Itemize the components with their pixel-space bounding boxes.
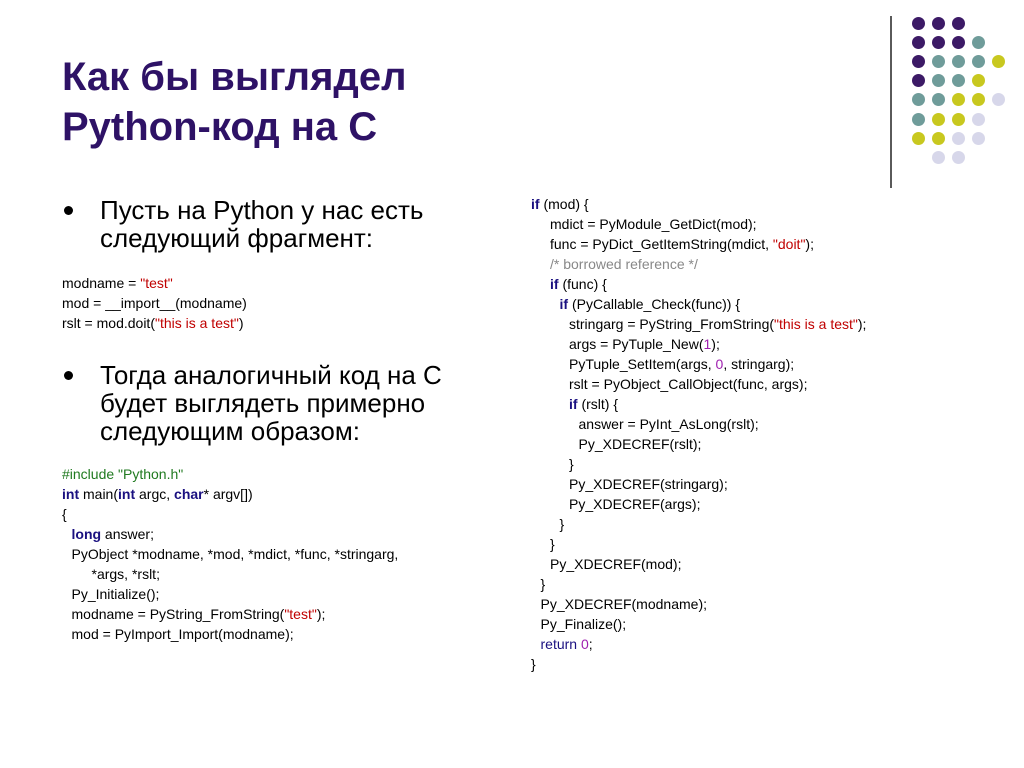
code-token-kw2: return	[540, 636, 578, 652]
c-code-right-line	[531, 614, 866, 634]
code-token: );	[805, 236, 814, 252]
dot-teal-icon	[932, 55, 945, 68]
code-token-str: "doit"	[772, 236, 806, 252]
code-token: PyObject *modname, *mod, *mdict, *func, *stringarg,	[71, 546, 399, 562]
c-code-right-line	[531, 374, 866, 394]
c-code-right-line	[531, 534, 866, 554]
code-token: args = PyTuple_New(	[569, 336, 704, 352]
code-token: answer = PyInt_AsLong(rslt);	[578, 416, 759, 432]
code-token: }	[559, 516, 565, 532]
c-code-right-line	[531, 394, 866, 414]
c-code-block-right	[531, 194, 866, 674]
python-code-line	[62, 273, 247, 293]
code-token-str: "test"	[140, 275, 173, 291]
dot-lavender-icon	[972, 132, 985, 145]
dot-purple-icon	[912, 36, 925, 49]
c-code-right-line	[531, 554, 866, 574]
dot-olive-icon	[932, 113, 945, 126]
python-code-block	[62, 273, 247, 333]
slide-title	[62, 52, 406, 152]
code-token: * argv[])	[203, 486, 253, 502]
code-token-kw: if	[569, 396, 578, 412]
dot-olive-icon	[972, 93, 985, 106]
bullet-text-2	[100, 361, 480, 445]
dot-purple-icon	[952, 36, 965, 49]
code-token: stringarg = PyString_FromString(	[569, 316, 775, 332]
c-code-right-line	[531, 574, 866, 594]
dot-lavender-icon	[992, 93, 1005, 106]
c-code-left-line	[62, 564, 398, 584]
code-token: }	[531, 656, 536, 672]
dot-teal-icon	[912, 93, 925, 106]
c-code-right-line	[531, 474, 866, 494]
code-token: modname = PyString_FromString(	[71, 606, 285, 622]
code-token: );	[316, 606, 326, 622]
c-code-right-line	[531, 594, 866, 614]
code-token-kw: if	[550, 276, 559, 292]
dot-teal-icon	[952, 74, 965, 87]
c-code-right-line	[531, 354, 866, 374]
dot-olive-icon	[912, 132, 925, 145]
dot-purple-icon	[912, 17, 925, 30]
code-token: Py_XDECREF(modname);	[540, 596, 707, 612]
dot-teal-icon	[932, 93, 945, 106]
dot-teal-icon	[952, 55, 965, 68]
dot-teal-icon	[972, 36, 985, 49]
code-token-cmt: /* borrowed reference */	[550, 256, 698, 272]
c-code-right-line	[531, 314, 866, 334]
c-code-right-line	[531, 254, 866, 274]
c-code-left-line	[62, 484, 398, 504]
dot-olive-icon	[972, 74, 985, 87]
dot-lavender-icon	[952, 151, 965, 164]
code-token: argc,	[135, 486, 175, 502]
dot-purple-icon	[952, 17, 965, 30]
code-token: {	[62, 506, 67, 522]
dot-purple-icon	[912, 74, 925, 87]
c-code-right-line	[531, 654, 866, 674]
code-token: );	[857, 316, 867, 332]
code-token-kw: if	[559, 296, 569, 312]
c-code-right-line	[531, 454, 866, 474]
code-token: (func) {	[558, 276, 607, 292]
c-code-left-line	[62, 524, 398, 544]
dot-purple-icon	[912, 55, 925, 68]
code-token: }	[569, 456, 574, 472]
code-token: main(	[79, 486, 119, 502]
dot-olive-icon	[992, 55, 1005, 68]
code-token: modname =	[62, 275, 141, 291]
bullet-2-line-1: Тогда аналогичный код на C	[100, 360, 442, 390]
c-code-block-left	[62, 464, 398, 644]
c-code-right-line	[531, 494, 866, 514]
c-code-left-line	[62, 624, 398, 644]
code-token: mod = __import__(modname)	[62, 295, 247, 311]
code-token: rslt = PyObject_CallObject(func, args);	[569, 376, 808, 392]
bullet-dot-icon	[64, 371, 73, 380]
c-code-right-line	[531, 294, 866, 314]
c-code-right-line	[531, 274, 866, 294]
code-token-str: "this is a test"	[154, 315, 239, 331]
dot-purple-icon	[932, 17, 945, 30]
bullet-item-1	[64, 196, 464, 256]
dot-purple-icon	[932, 36, 945, 49]
dot-olive-icon	[952, 113, 965, 126]
slide-title-line-2: Python-код на C	[62, 105, 378, 149]
code-token-str: "test"	[284, 606, 317, 622]
python-code-line	[62, 313, 247, 333]
code-token-kw: long	[71, 526, 102, 542]
bullet-2-line-2: будет выглядеть примерно	[100, 388, 426, 418]
c-code-right-line	[531, 514, 866, 534]
code-token: Py_XDECREF(args);	[569, 496, 701, 512]
code-token: Py_XDECREF(mod);	[550, 556, 682, 572]
bullet-text-1	[100, 196, 480, 252]
c-code-right-line	[531, 434, 866, 454]
code-token-num: 1	[703, 336, 712, 352]
c-code-right-line	[531, 334, 866, 354]
code-token: }	[540, 576, 546, 592]
c-code-left-line	[62, 544, 398, 564]
dot-lavender-icon	[972, 113, 985, 126]
dot-teal-icon	[912, 113, 925, 126]
code-token: PyTuple_SetItem(args,	[569, 356, 716, 372]
code-token-kw: if	[531, 196, 540, 212]
code-token-kw: char	[174, 486, 204, 502]
code-token: );	[711, 336, 720, 352]
code-token-str: "this is a test"	[774, 316, 858, 332]
c-code-left-line	[62, 464, 398, 484]
dot-olive-icon	[952, 93, 965, 106]
vertical-divider	[890, 16, 892, 188]
code-token: Py_Initialize();	[71, 586, 160, 602]
code-token-kw: int	[62, 486, 80, 502]
code-token: *args, *rslt;	[91, 566, 160, 582]
dot-olive-icon	[932, 132, 945, 145]
c-code-right-line	[531, 214, 866, 234]
c-code-right-line	[531, 234, 866, 254]
c-code-left-line	[62, 504, 398, 524]
code-token: mod = PyImport_Import(modname);	[71, 626, 294, 642]
code-token: func = PyDict_GetItemString(mdict,	[550, 236, 773, 252]
c-code-left-line	[62, 604, 398, 624]
dot-lavender-icon	[952, 132, 965, 145]
code-token-num: 0	[715, 356, 724, 372]
code-token: , stringarg);	[723, 356, 795, 372]
code-token: Py_XDECREF(rslt);	[578, 436, 702, 452]
dot-teal-icon	[972, 55, 985, 68]
code-token-kw: int	[118, 486, 136, 502]
c-code-left-line	[62, 584, 398, 604]
code-token: (rslt) {	[577, 396, 619, 412]
code-token-num: 0	[580, 636, 589, 652]
code-token: Py_Finalize();	[540, 616, 627, 632]
bullet-item-2	[64, 361, 464, 447]
c-code-right-line	[531, 634, 866, 654]
code-token: (PyCallable_Check(func)) {	[568, 296, 741, 312]
code-token: mdict = PyModule_GetDict(mod);	[550, 216, 757, 232]
code-token: answer;	[101, 526, 154, 542]
c-code-right-line	[531, 194, 866, 214]
bullet-dot-icon	[64, 206, 73, 215]
bullet-1-line-2: следующий фрагмент:	[100, 223, 374, 253]
code-token-pp: #include "Python.h"	[62, 466, 184, 482]
dot-teal-icon	[932, 74, 945, 87]
code-token: Py_XDECREF(stringarg);	[569, 476, 728, 492]
code-token: rslt = mod.doit(	[62, 315, 155, 331]
dot-lavender-icon	[932, 151, 945, 164]
code-token: }	[550, 536, 555, 552]
python-code-line	[62, 293, 247, 313]
c-code-right-line	[531, 414, 866, 434]
bullet-2-line-3: следующим образом:	[100, 416, 360, 446]
code-token: (mod) {	[539, 196, 589, 212]
code-token: ;	[588, 636, 593, 652]
code-token: )	[238, 315, 244, 331]
slide-title-line-1: Как бы выглядел	[62, 55, 407, 99]
bullet-1-line-1: Пусть на Python у нас есть	[100, 195, 424, 225]
